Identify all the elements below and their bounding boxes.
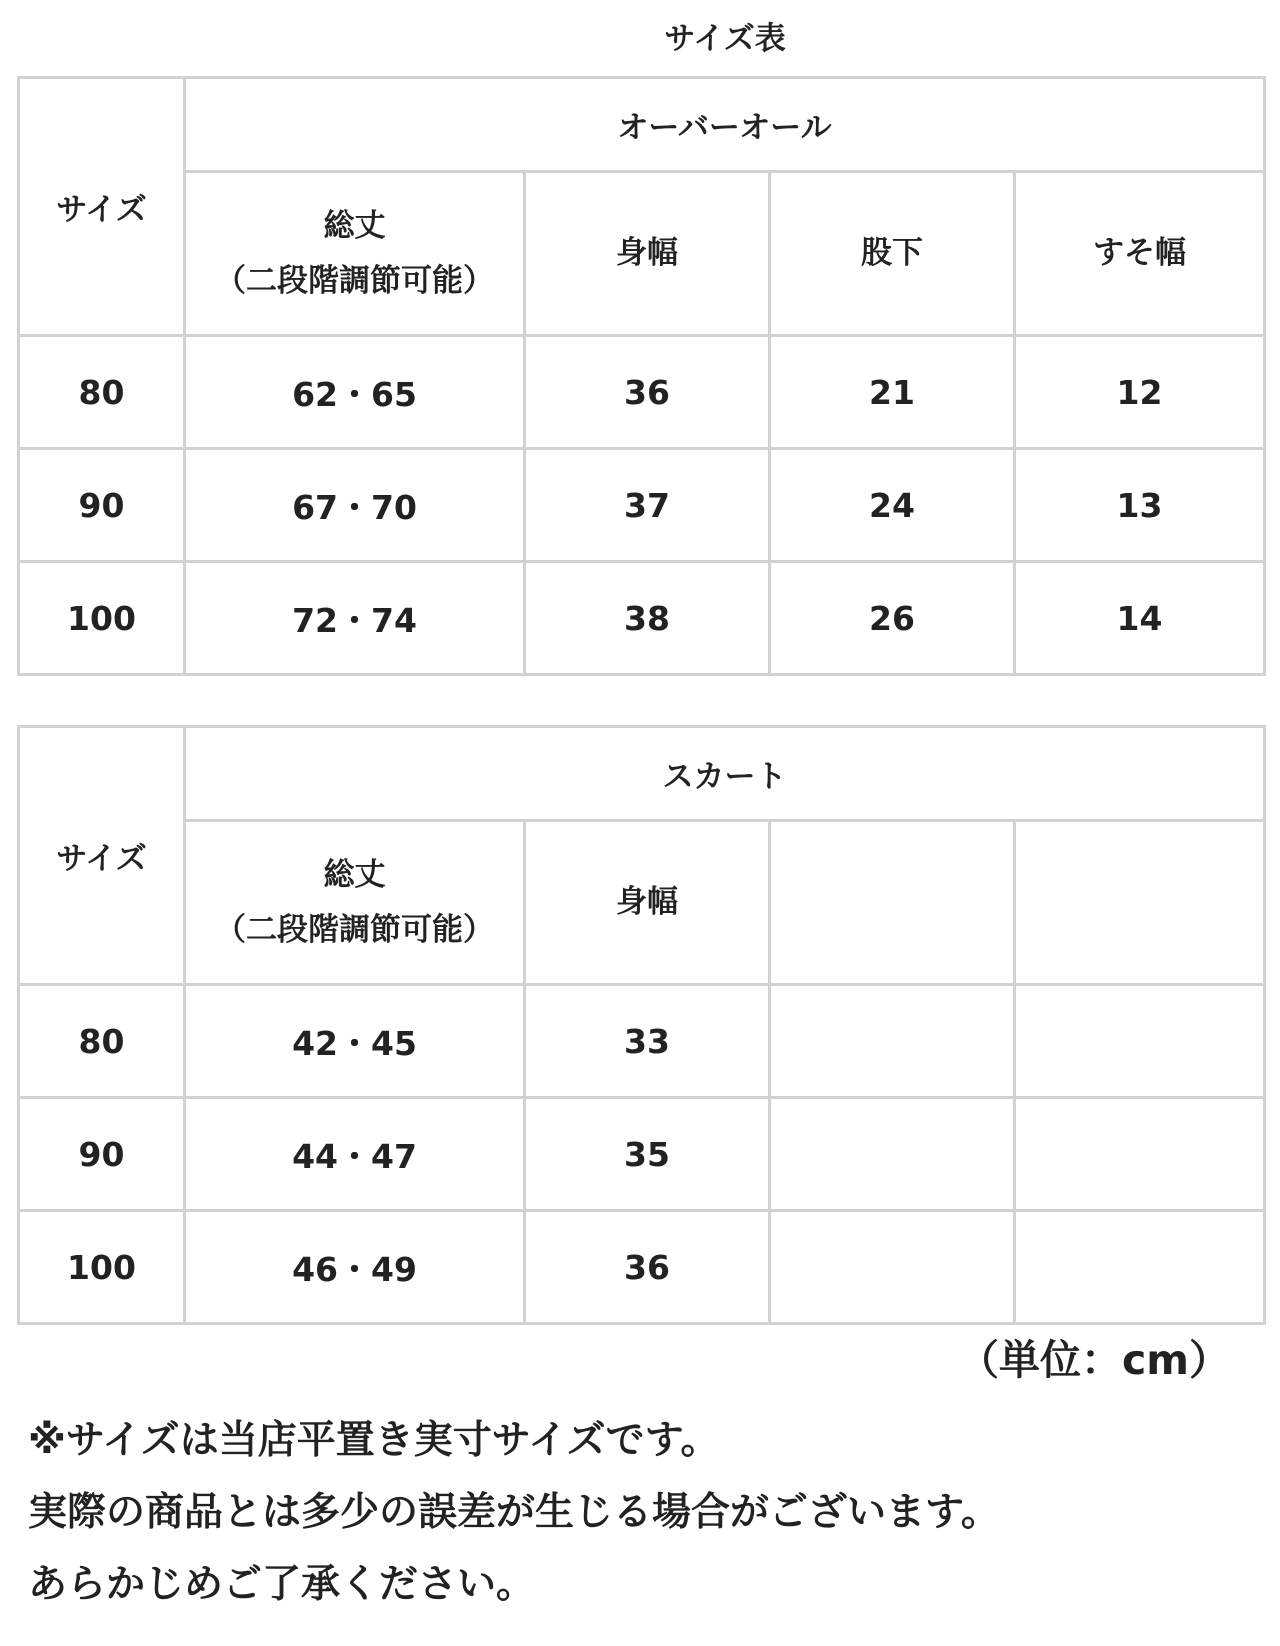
empty-cell xyxy=(770,985,1015,1098)
size-cell: 90 xyxy=(19,1098,185,1211)
note-line: 実際の商品とは多少の誤差が生じる場合がございます。 xyxy=(28,1490,1000,1535)
length-cell: 62・65 xyxy=(185,336,525,449)
empty-header-cell xyxy=(1015,821,1265,985)
size-cell: 90 xyxy=(19,449,185,562)
size-cell: 100 xyxy=(19,562,185,675)
empty-cell xyxy=(770,1098,1015,1211)
length-cell: 72・74 xyxy=(185,562,525,675)
unit-note: （単位：cm） xyxy=(957,1336,1230,1384)
table-row xyxy=(19,1098,1265,1211)
length-cell: 67・70 xyxy=(185,449,525,562)
width-cell: 36 xyxy=(525,336,770,449)
table-row xyxy=(19,1211,1265,1324)
empty-cell xyxy=(1015,1211,1265,1324)
skirt-group-header: スカート xyxy=(185,727,1265,821)
inseam-cell: 21 xyxy=(770,336,1015,449)
body-width-header: 身幅 xyxy=(525,172,770,336)
adjustable-note: （二段階調節可能） xyxy=(215,911,494,948)
length-cell: 44・47 xyxy=(185,1098,525,1211)
table-row xyxy=(19,336,1265,449)
size-cell: 100 xyxy=(19,1211,185,1324)
size-header: サイズ xyxy=(19,78,185,336)
inseam-cell: 24 xyxy=(770,449,1015,562)
hem-cell: 13 xyxy=(1015,449,1265,562)
size-cell: 80 xyxy=(19,985,185,1098)
skirt-size-table xyxy=(17,725,1266,1325)
hem-cell: 12 xyxy=(1015,336,1265,449)
table-row xyxy=(19,562,1265,675)
note-line: あらかじめご了承ください。 xyxy=(28,1562,536,1607)
empty-cell xyxy=(1015,1098,1265,1211)
overall-size-table xyxy=(17,76,1266,676)
length-cell: 42・45 xyxy=(185,985,525,1098)
empty-header-cell xyxy=(770,821,1015,985)
table-row xyxy=(19,449,1265,562)
body-width-header: 身幅 xyxy=(525,821,770,985)
length-cell: 46・49 xyxy=(185,1211,525,1324)
total-length-label: 総丈 xyxy=(323,857,386,894)
inseam-header: 股下 xyxy=(770,172,1015,336)
width-cell: 38 xyxy=(525,562,770,675)
size-header: サイズ xyxy=(19,727,185,985)
total-length-header xyxy=(185,821,525,985)
width-cell: 37 xyxy=(525,449,770,562)
total-length-header xyxy=(185,172,525,336)
width-cell: 35 xyxy=(525,1098,770,1211)
page-title: サイズ表 xyxy=(664,21,786,57)
empty-cell xyxy=(770,1211,1015,1324)
hem-width-header: すそ幅 xyxy=(1015,172,1265,336)
width-cell: 36 xyxy=(525,1211,770,1324)
table-row xyxy=(19,985,1265,1098)
total-length-label: 総丈 xyxy=(323,208,386,245)
inseam-cell: 26 xyxy=(770,562,1015,675)
notes-block xyxy=(28,1405,1000,1621)
hem-cell: 14 xyxy=(1015,562,1265,675)
size-cell: 80 xyxy=(19,336,185,449)
note-line: ※サイズは当店平置き実寸サイズです。 xyxy=(28,1418,720,1463)
overall-group-header: オーバーオール xyxy=(185,78,1265,172)
empty-cell xyxy=(1015,985,1265,1098)
width-cell: 33 xyxy=(525,985,770,1098)
adjustable-note: （二段階調節可能） xyxy=(215,262,494,299)
